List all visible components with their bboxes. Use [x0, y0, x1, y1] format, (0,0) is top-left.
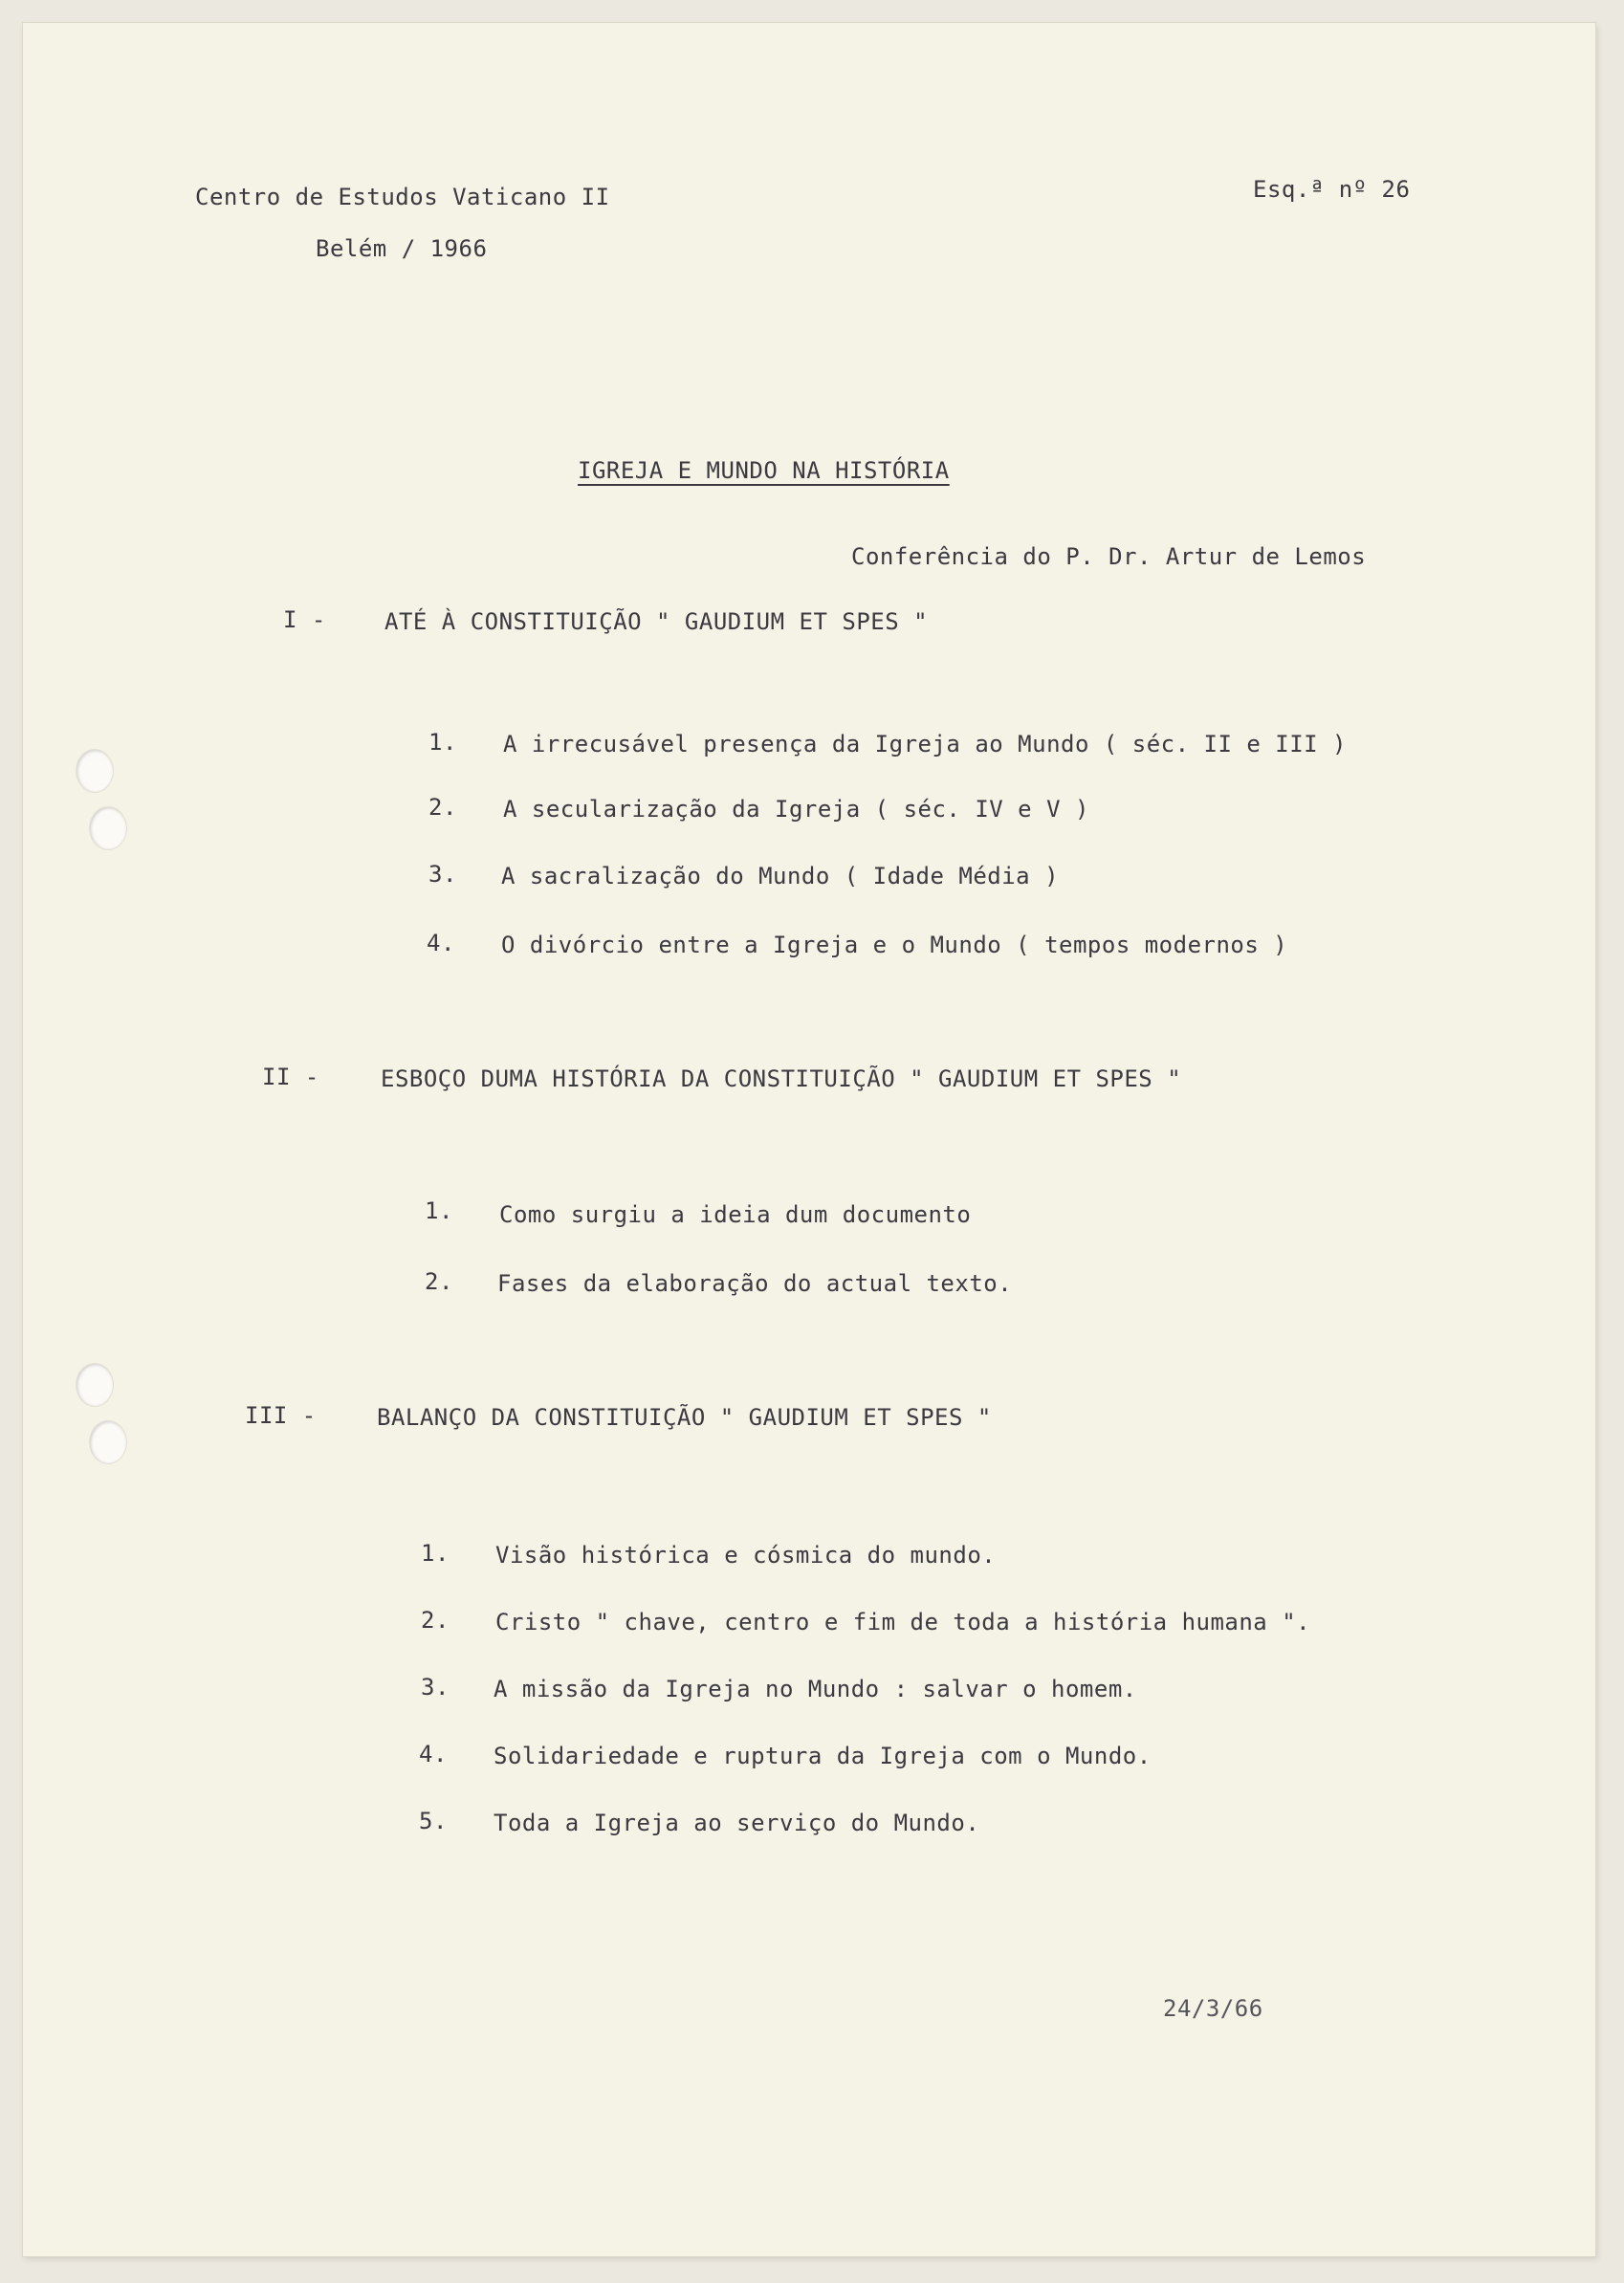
section-numeral: II - [262, 1064, 319, 1090]
list-item-text: Cristo " chave, centro e fim de toda a história humana ". [495, 1609, 1311, 1635]
list-item-text: O divórcio entre a Igreja e o Mundo ( tempos modernos ) [501, 932, 1288, 958]
list-item-text: A secularização da Igreja ( séc. IV e V ) [503, 796, 1089, 823]
section-numeral: I - [283, 606, 326, 633]
list-item-number: 4. [419, 1741, 448, 1767]
list-item-text: Como surgiu a ideia dum documento [499, 1201, 972, 1228]
list-item-number: 1. [428, 729, 457, 756]
list-item-number: 2. [425, 1268, 453, 1295]
list-item-text: Solidariedade e ruptura da Igreja com o Mundo. [494, 1743, 1152, 1769]
list-item-number: 5. [419, 1808, 448, 1834]
section-heading: ESBOÇO DUMA HISTÓRIA DA CONSTITUIÇÃO " GAUDIUM ET SPES " [381, 1065, 1182, 1092]
section-heading: BALANÇO DA CONSTITUIÇÃO " GAUDIUM ET SPES " [377, 1404, 992, 1431]
list-item-number: 3. [421, 1674, 450, 1701]
author-line: Conferência do P. Dr. Artur de Lemos [851, 543, 1367, 570]
list-item-text: A sacralização do Mundo ( Idade Média ) [501, 863, 1060, 889]
place-year: Belém / 1966 [316, 235, 488, 262]
punch-hole [77, 1364, 113, 1406]
punch-hole [90, 807, 126, 849]
list-item-text: A irrecusável presença da Igreja ao Mundo ( séc. II e III ) [503, 731, 1348, 757]
punch-hole [90, 1421, 126, 1463]
reference-number: Esq.ª nº 26 [1253, 176, 1411, 203]
date-mark: 24/3/66 [1163, 1995, 1263, 2022]
punch-hole [77, 750, 113, 792]
list-item-text: Toda a Igreja ao serviço do Mundo. [494, 1810, 980, 1836]
section-numeral: III - [245, 1402, 317, 1429]
document-page [23, 23, 1595, 2256]
institution-name: Centro de Estudos Vaticano II [195, 184, 610, 210]
list-item-number: 2. [421, 1607, 450, 1634]
list-item-text: A missão da Igreja no Mundo : salvar o homem. [494, 1676, 1137, 1702]
list-item-number: 1. [425, 1197, 453, 1224]
list-item-number: 2. [428, 794, 457, 821]
list-item-number: 1. [421, 1540, 450, 1567]
list-item-text: Fases da elaboração do actual texto. [497, 1270, 1013, 1297]
list-item-text: Visão histórica e cósmica do mundo. [495, 1542, 997, 1569]
list-item-number: 4. [427, 930, 455, 956]
section-heading: ATÉ À CONSTITUIÇÃO " GAUDIUM ET SPES " [384, 608, 929, 635]
list-item-number: 3. [428, 861, 457, 888]
page-title: IGREJA E MUNDO NA HISTÓRIA [578, 457, 950, 484]
